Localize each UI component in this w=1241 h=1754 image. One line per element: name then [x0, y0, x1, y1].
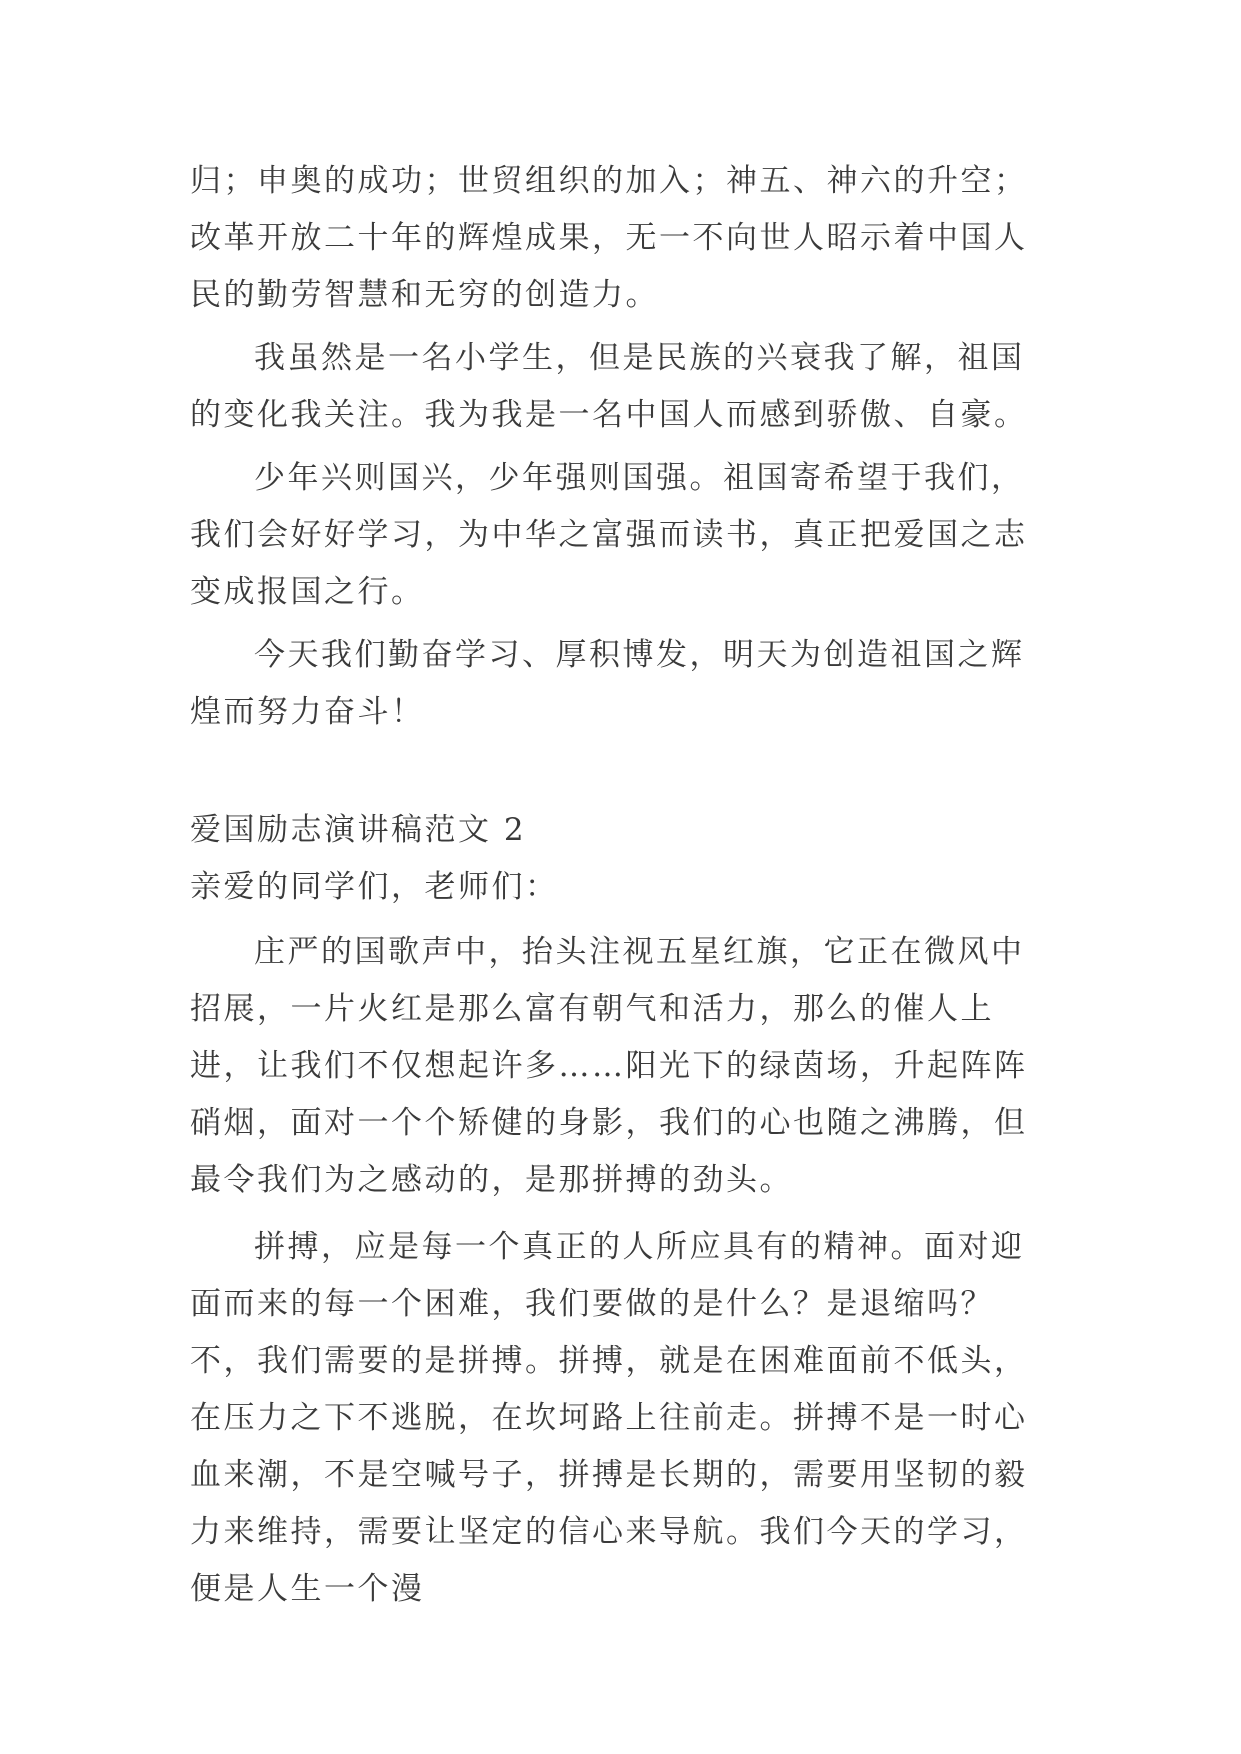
paragraph: 我虽然是一名小学生，但是民族的兴衰我了解，祖国的变化我关注。我为我是一名中国人而感到骄傲、自豪。	[190, 340, 1028, 433]
essay-title: 爱国励志演讲稿范文 2	[190, 812, 527, 848]
paragraph: 拼搏，应是每一个真正的人所应具有的精神。面对迎面而来的每一个困难，我们要做的是什么？是退缩吗？不，我们需要的是拼搏。拼搏，就是在困难面前不低头，在压力之下不逃脱，在坎坷路上往前走。拼搏不是一时心血来潮，不是空喊号子，拼搏是长期的，需要用坚韧的毅力来维持，需要让坚定的信心来导航。我们今天的学习，便是人生一个漫	[190, 1229, 1028, 1607]
paragraph-continuation: 归；申奥的成功；世贸组织的加入；神五、神六的升空；改革开放二十年的辉煌成果，无一不向世人昭示着中国人民的勤劳智慧和无穷的创造力。	[190, 163, 1028, 313]
paragraph: 庄严的国歌声中，抬头注视五星红旗，它正在微风中招展，一片火红是那么富有朝气和活力，那么的催人上进，让我们不仅想起许多……阳光下的绿茵场，升起阵阵硝烟，面对一个个矫健的身影，我们的心也随之沸腾，但最令我们为之感动的，是那拼搏的劲头。	[190, 934, 1028, 1198]
essay-section-2	[190, 802, 1050, 1618]
essay-section-1	[190, 153, 1050, 741]
salutation: 亲爱的同学们，老师们：	[190, 869, 559, 905]
paragraph: 今天我们勤奋学习、厚积博发，明天为创造祖国之辉煌而努力奋斗！	[190, 637, 1025, 730]
paragraph: 少年兴则国兴，少年强则国强。祖国寄希望于我们，我们会好好学习，为中华之富强而读书，真正把爱国之志变成报国之行。	[190, 460, 1028, 610]
